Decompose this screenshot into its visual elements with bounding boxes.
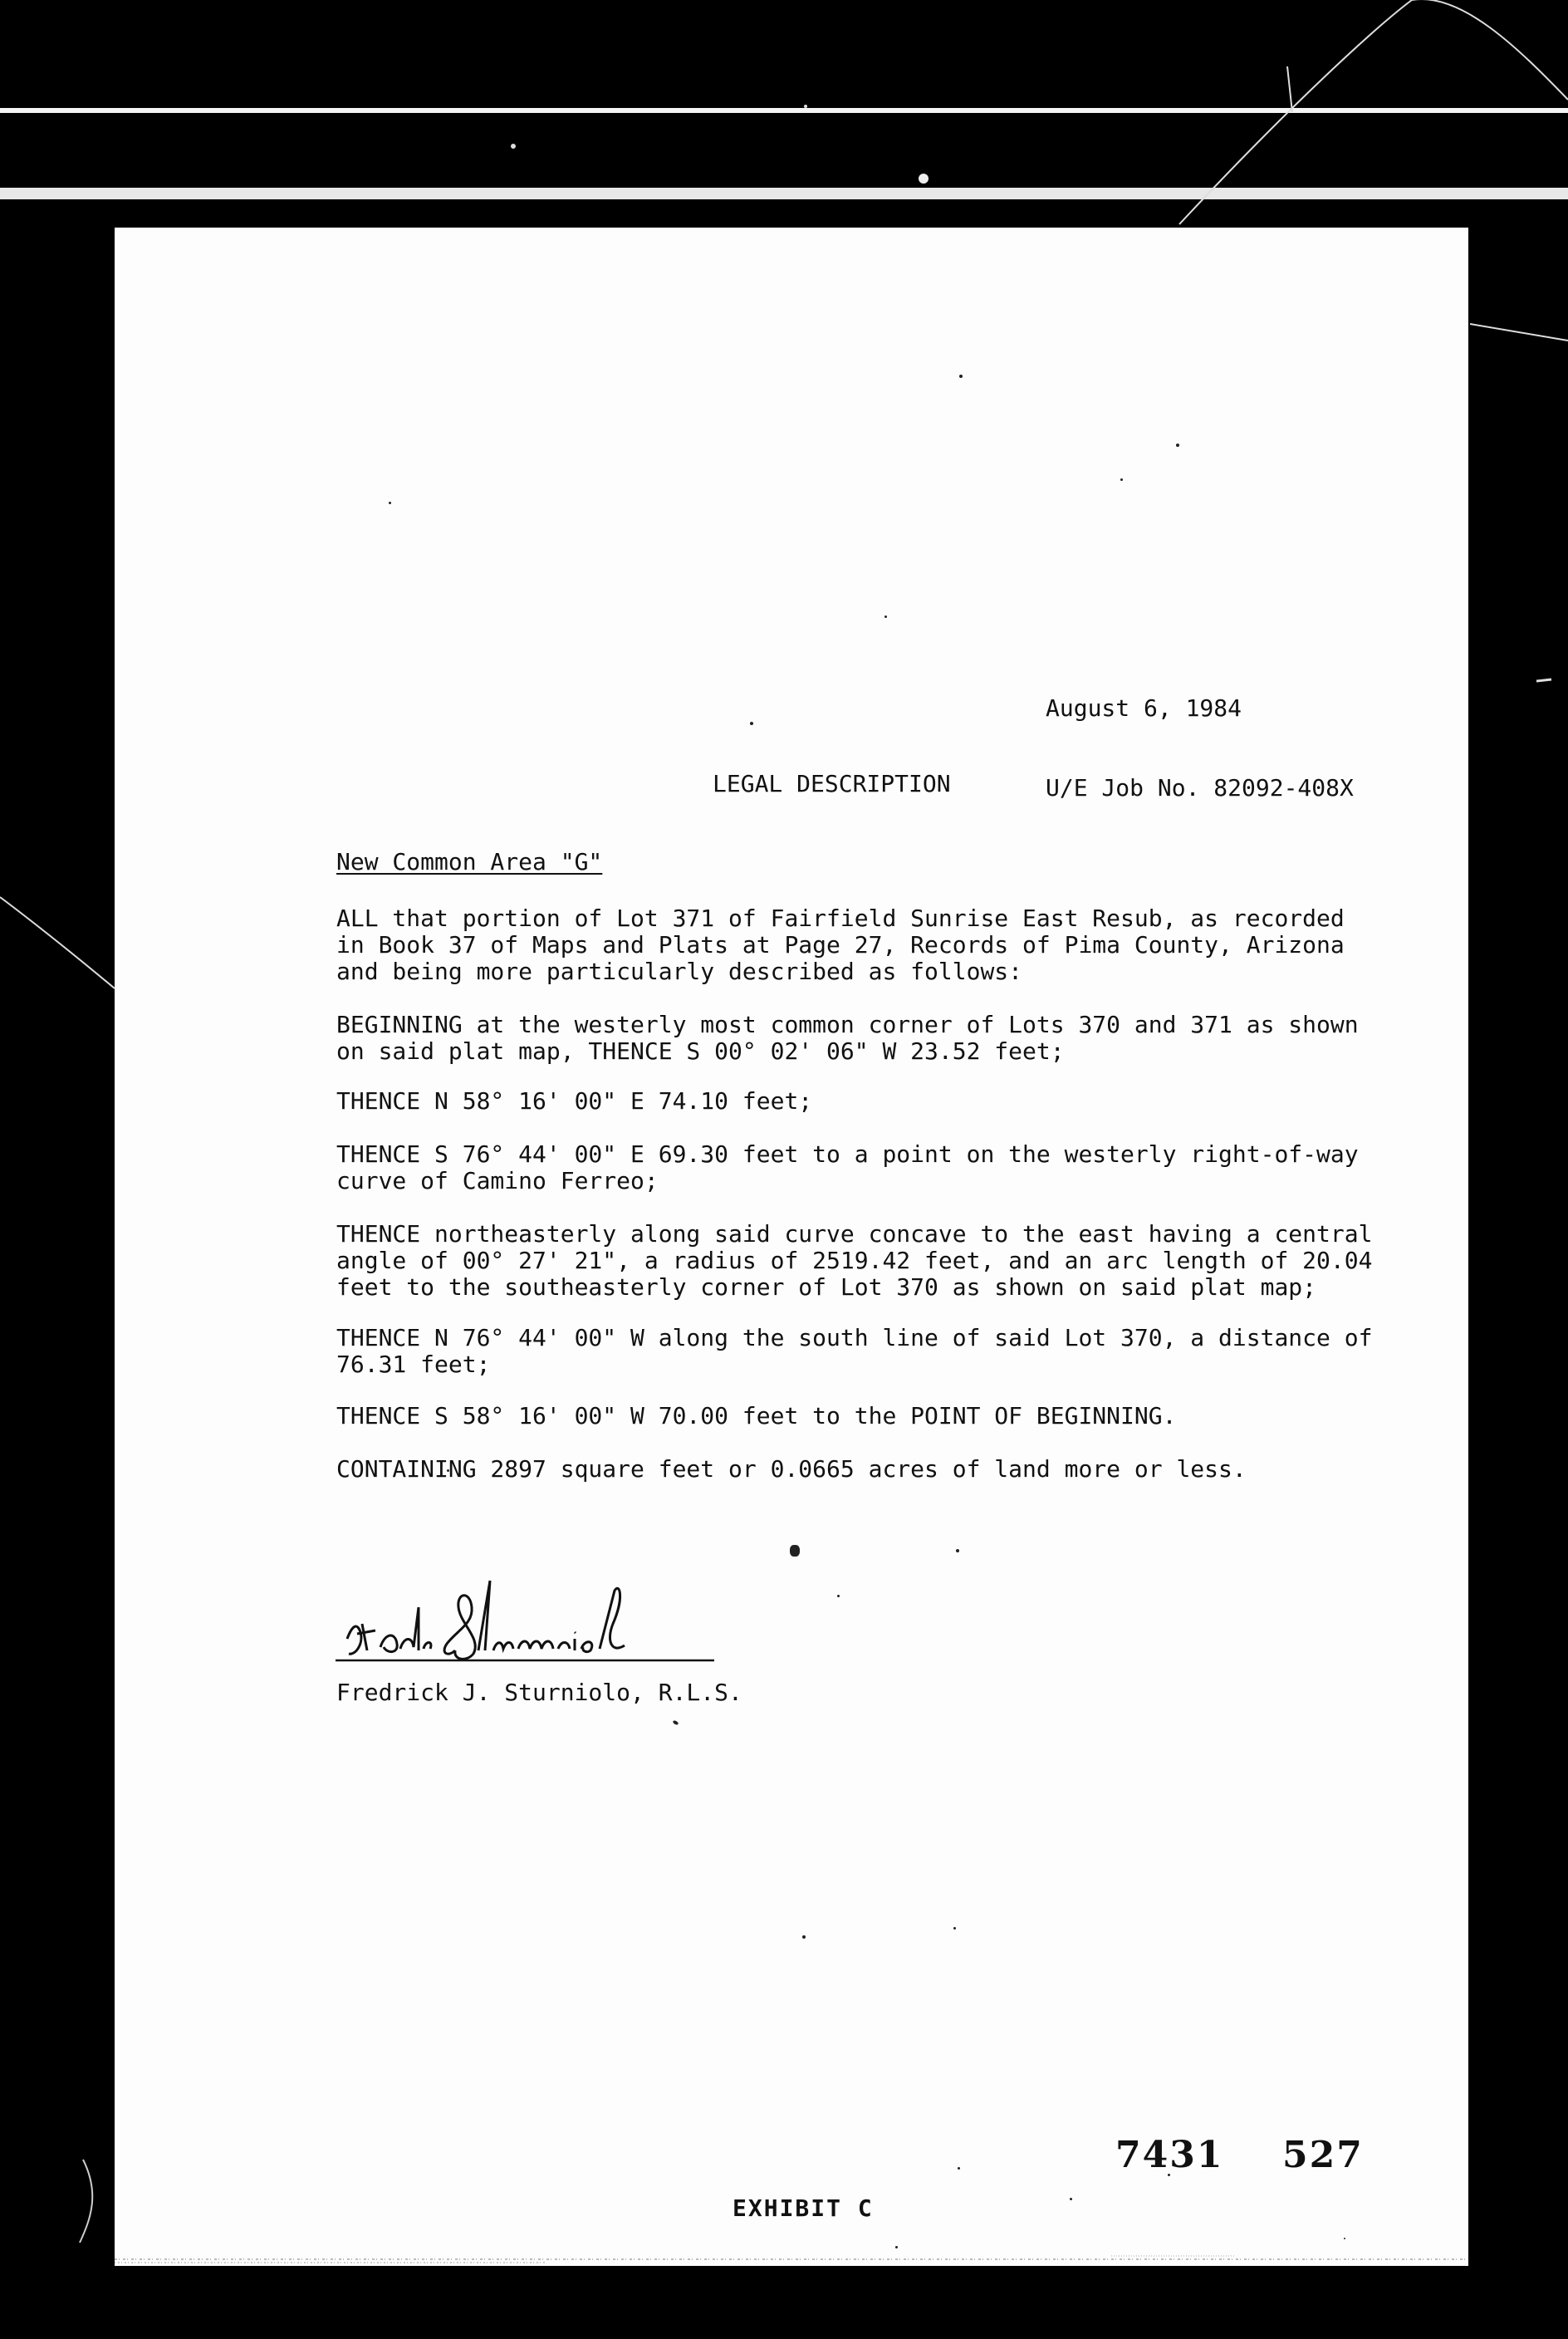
recording-book-number: 7431 (1115, 2134, 1224, 2176)
scan-speck (956, 1549, 959, 1552)
document-date: August 6, 1984 (1046, 694, 1242, 722)
signer-name: Fredrick J. Sturniolo, R.L.S. (336, 1679, 742, 1706)
recording-page-number: 527 (1282, 2134, 1364, 2176)
signature (332, 1574, 714, 1670)
exhibit-label: EXHIBIT C (733, 2194, 874, 2222)
scan-speck (884, 615, 887, 618)
scan-speck (750, 722, 753, 725)
scan-speck (959, 375, 963, 378)
scan-speck (1120, 478, 1123, 481)
description-paragraph-closing: THENCE S 58° 16' 00" W 70.00 feet to the POINT OF BEGINNING. (336, 1402, 1177, 1429)
section-subtitle: New Common Area "G" (336, 848, 603, 875)
document-header (1046, 642, 1354, 828)
description-paragraph-area: CONTAINING 2897 square feet or 0.0665 acres of land more or less. (336, 1455, 1247, 1483)
description-paragraph-curve: THENCE northeasterly along said curve concave to the east having a central angle of 00° 27' 21", a radius of 2519.42 feet, and an arc length of 20.04 feet to the southeasterly corner of Lot 370 as shown on said plat map; (336, 1220, 1373, 1301)
scan-speck (389, 502, 391, 504)
scan-speck (802, 1935, 806, 1939)
handwritten-signature (332, 1574, 714, 1670)
scan-speck (790, 1545, 800, 1557)
description-paragraph-intro: ALL that portion of Lot 371 of Fairfield Sunrise East Resub, as recorded in Book 37 of Maps and Plats at Page 27, Records of Pima County, Arizona and being more particularly described as follows: (336, 905, 1345, 985)
scan-speck (837, 1595, 840, 1597)
scan-bottom-edge-noise (115, 2243, 1468, 2276)
scan-speck (1176, 444, 1179, 447)
description-paragraph-beginning: BEGINNING at the westerly most common corner of Lots 370 and 371 as shown on said plat map, THENCE S 00° 02' 06" W 23.52 feet; (336, 1011, 1359, 1065)
document-title: LEGAL DESCRIPTION (713, 770, 951, 797)
scan-speck (953, 1927, 956, 1930)
description-paragraph-course-3: THENCE N 76° 44' 00" W along the south line of said Lot 370, a distance of 76.31 feet; (336, 1324, 1373, 1378)
job-number: U/E Job No. 82092-408X (1046, 774, 1354, 802)
scan-speck (1070, 2198, 1072, 2200)
scan-speck (1344, 2238, 1345, 2239)
scan-speck (958, 2167, 960, 2170)
description-paragraph-course-2: THENCE S 76° 44' 00" E 69.30 feet to a point on the westerly right-of-way curve of Camino Ferreo; (336, 1140, 1359, 1194)
description-paragraph-course-1: THENCE N 58° 16' 00" E 74.10 feet; (336, 1087, 813, 1115)
scan-speck (672, 1720, 679, 1726)
